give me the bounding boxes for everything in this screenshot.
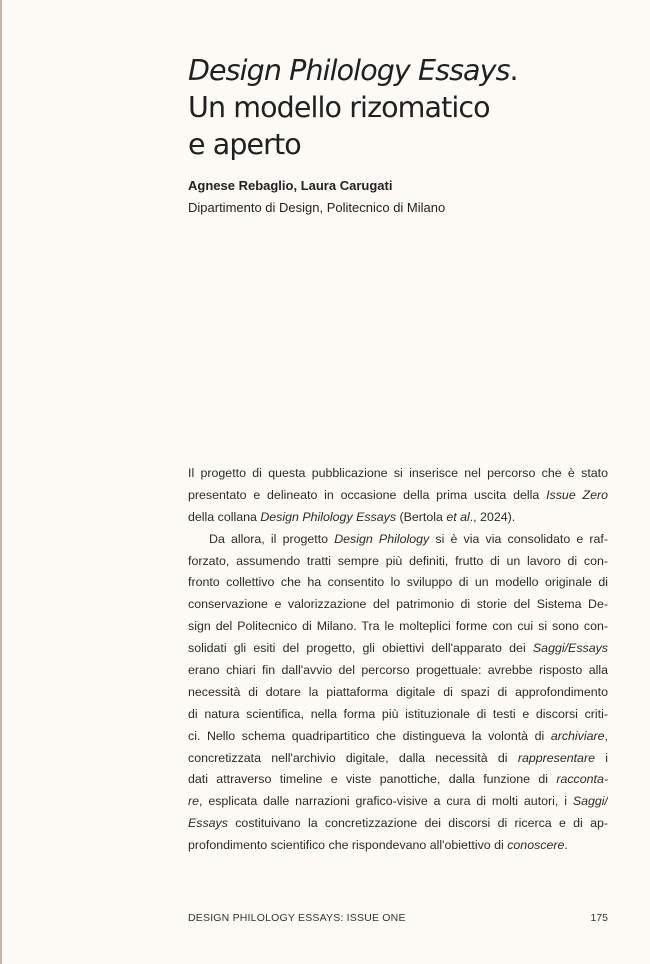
text-run: dati attraverso timeline e viste panottiche, dalla funzione di [188,772,557,787]
italic-run: rappresentare [517,750,595,765]
page-edge-border [0,0,2,964]
title-line-3: e aperto [188,128,301,161]
text-run: , [604,728,608,743]
body-line [188,769,608,791]
body-line: conservazione e valorizzazione del patrimonio di storie del Sistema De- [188,597,608,612]
body-line [188,529,608,551]
body-line [188,748,608,770]
text-run: (Bertola [396,509,447,524]
text-run: concretizzata nell'archivio digitale, dalla necessità di [188,750,518,765]
body-line [188,507,608,529]
body-line: fronto collettivo che ha consentito lo sviluppo di un modello originale di [188,575,608,590]
italic-run: archiviare [550,728,605,743]
title-italic-part: Design Philology Essays [188,54,510,87]
affiliation: Dipartimento di Design, Politecnico di Milano [188,200,446,215]
title-line-1 [188,52,608,89]
body-line [188,638,608,660]
body-line [188,463,608,485]
text-run: , esplicata dalle narrazioni grafico-visive a cura di molti autori, i [199,794,573,809]
body-line: di natura scientifica, nella forma più istituzionale di testi e discorsi criti- [188,706,608,721]
italic-run: Design Philology [334,531,430,546]
text-run: costituivano la concretizzazione dei discorsi di ricerca e di ap- [227,816,608,831]
article-body [188,463,608,857]
italic-run: conoscere [507,838,565,853]
body-line [188,726,608,748]
text-run: si è via via consolidato e raf- [429,531,608,546]
body-line: sign del Politecnico di Milano. Tra le molteplici forme con cui si sono con- [188,619,608,634]
text-run: profondimento scientifico che rispondevano all'obiettivo di [188,838,508,853]
text-run: presentato e delineato in occasione della prima uscita della [188,487,547,502]
italic-run: et al [446,509,470,524]
running-footer: DESIGN PHILOLOGY ESSAYS: ISSUE ONE [188,912,406,924]
italic-run: Essays [188,816,228,831]
italic-run: Saggi/ [572,794,608,809]
body-line [188,485,608,507]
text-run: . [564,838,568,853]
italic-run: racconta- [556,772,608,787]
body-line [188,813,608,835]
text-run: i [594,750,608,765]
body-line: necessità di dotare la piattaforma digitale di spazi di approfondimento [188,684,608,699]
body-line: forzato, assumendo tratti sempre più definiti, frutto di un lavoro di con- [188,553,608,568]
italic-run: Issue Zero [546,487,608,502]
authors: Agnese Rebaglio, Laura Carugati [188,178,393,193]
text-run: ., 2024). [469,509,516,524]
text-run: solidati gli esiti del progetto, gli obiettivi dell'apparato dei [188,641,533,656]
title-period: . [509,54,518,87]
article-title [188,52,608,163]
page-number: 175 [590,912,608,924]
text-run: Da allora, il progetto [209,531,335,546]
text-run: Il progetto di questa pubblicazione si inserisce nel percorso che è stato [188,466,608,480]
body-line: erano chiari fin dall'avvio del percorso progettuale: avrebbe risposto alla [188,663,608,678]
body-line [188,791,608,813]
text-run: della collana [188,509,261,524]
body-line [188,835,608,857]
title-line-2: Un modello rizomatico [188,91,490,124]
italic-run: re [188,794,200,809]
italic-run: Design Philology Essays [260,509,397,524]
text-run: ci. Nello schema quadripartitico che distingueva la volontà di [188,728,551,743]
italic-run: Saggi/Essays [532,641,608,656]
